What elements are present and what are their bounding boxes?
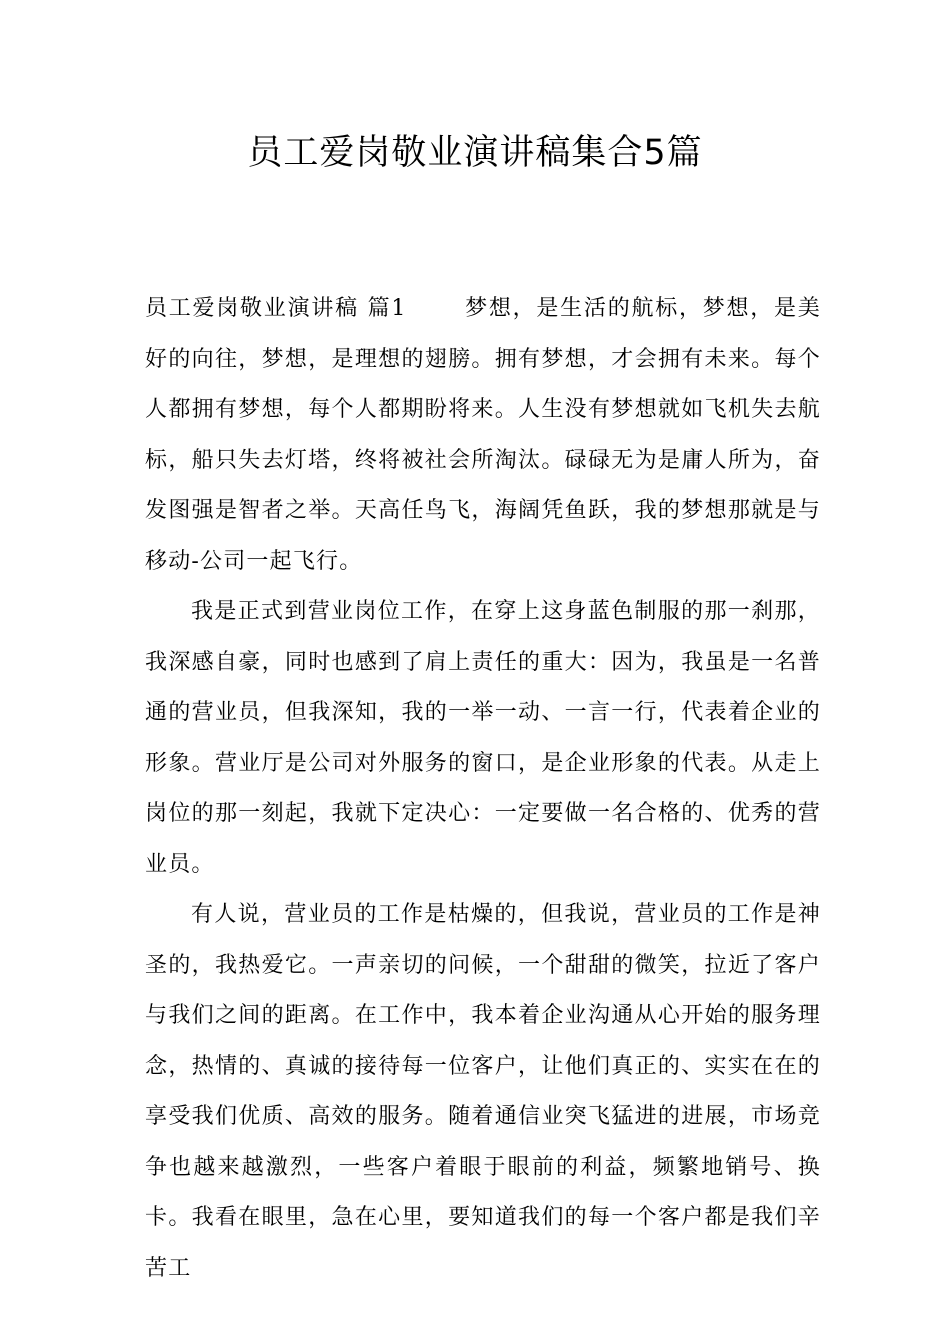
paragraph-2: 我是正式到营业岗位工作，在穿上这身蓝色制服的那一刹那，我深感自豪，同时也感到了肩上责任的重大：因为，我虽是一名普通的营业员，但我深知，我的一举一动、一言一行，代表着企业的形象。营业厅是公司对外服务的窗口，是企业形象的代表。从走上岗位的那一刻起，我就下定决心：一定要做一名合格的、优秀的营业员。 [145, 599, 821, 877]
section-heading: 员工爱岗敬业演讲稿 篇1 [145, 296, 407, 321]
paragraph-3: 有人说，营业员的工作是枯燥的，但我说，营业员的工作是神圣的，我热爱它。一声亲切的问候，一个甜甜的微笑，拉近了客户与我们之间的距离。在工作中，我本着企业沟通从心开始的服务理念，热情的、真诚的接待每一位客户，让他们真正的、实实在在的享受我们优质、高效的服务。随着通信业突飞猛进的进展，市场竞争也越来越激烈，一些客户着眼于眼前的利益，频繁地销号、换卡。我看在眼里，急在心里，要知道我们的每一个客户都是我们辛苦工 [145, 902, 821, 1281]
paragraph-1-text: 梦想，是生活的航标，梦想，是美好的向往，梦想，是理想的翅膀。拥有梦想，才会拥有未来。每个人都拥有梦想，每个人都期盼将来。人生没有梦想就如飞机失去航标，船只失去灯塔，终将被社会所淘汰。碌碌无为是庸人所为，奋发图强是智者之举。天高任鸟飞，海阔凭鱼跃，我的梦想那就是与移动-公司一起飞行。 [145, 296, 821, 574]
paragraph-1 [145, 284, 821, 587]
document-body [145, 284, 821, 1294]
document-title: 员工爱岗敬业演讲稿集合5篇 [247, 133, 703, 173]
